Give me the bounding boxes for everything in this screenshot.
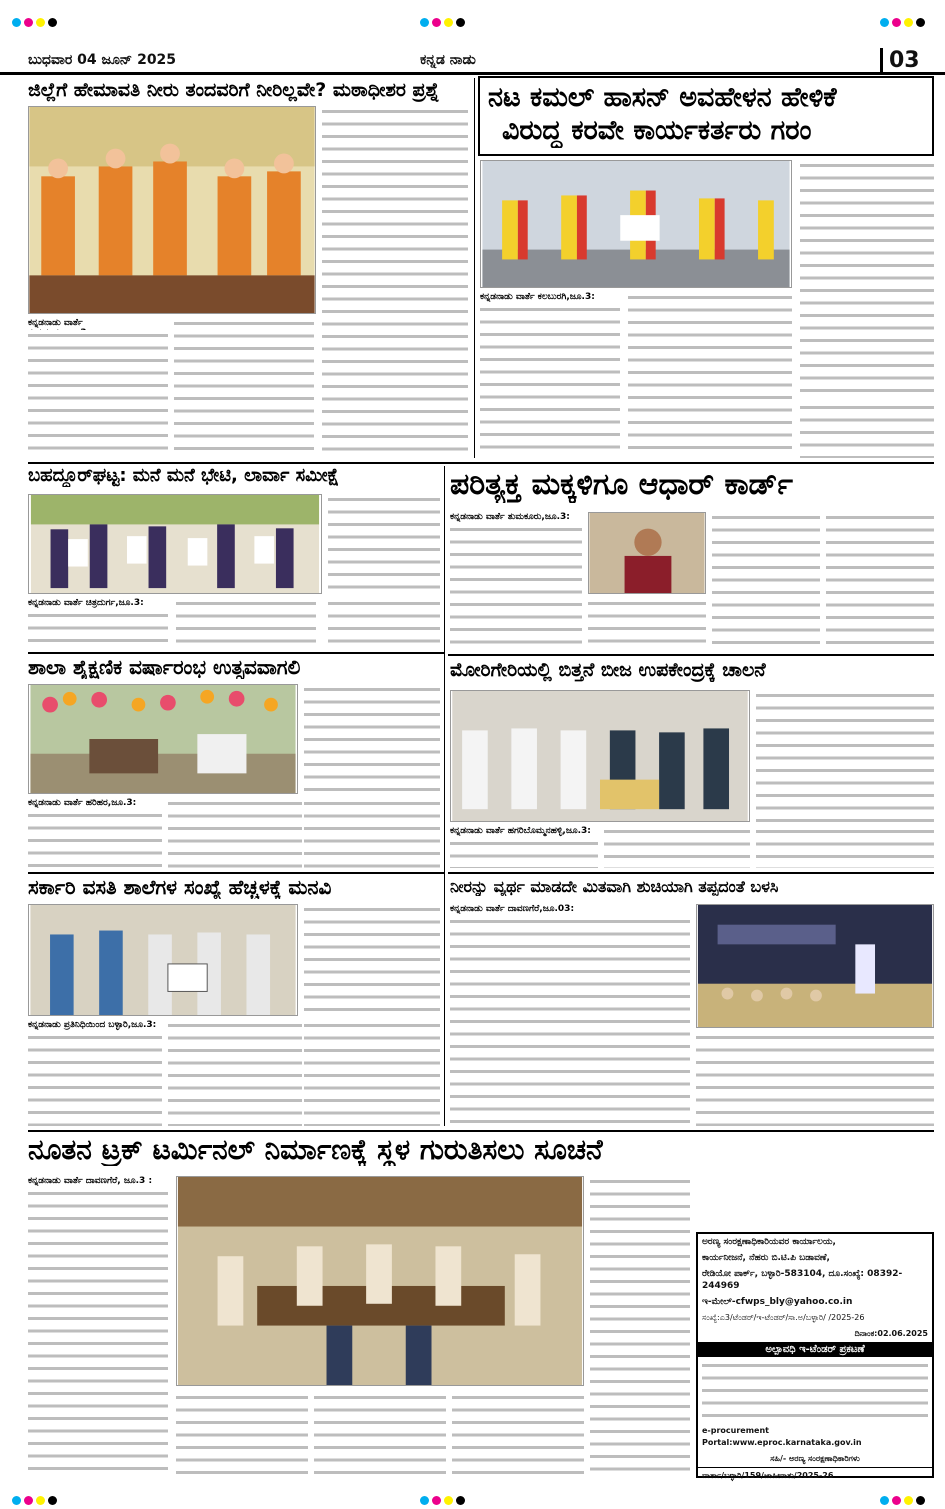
article-7-body-col-3 [304,904,440,1016]
tender-body [702,1360,928,1420]
article-1-body-col-2 [174,318,314,456]
tender-banner: ಅಲ್ಪಾವಧಿ ಇ-ಟೆಂಡರ್ ಪ್ರಕಟಣೆ [698,1342,932,1357]
article-2-headline-line-2: ವಿರುದ್ಧ ಕರವೇ ಕಾರ್ಯಕರ್ತರು ಗರಂ [502,115,812,147]
article-3-headline: ಬಹದ್ದೂರ್‌ಘಟ್ಟ: ಮನೆ ಮನೆ ಭೇಟಿ, ಲಾರ್ವಾ ಸಮೀಕ್ಷೆ [28,466,340,486]
article-2-body-col-1 [480,304,620,458]
article-7-body-col-4 [304,1020,440,1126]
tender-portal[interactable]: e-procurement Portal:www.eproc.karnataka.gov.in [702,1426,862,1447]
article-1-body-col-1 [28,330,168,456]
issue-date: ಬುಧವಾರ 04 ಜೂನ್ 2025 [28,52,177,68]
article-4-headline: ಪರಿತ್ಯಕ್ತ ಮಕ್ಕಳಿಗೂ ಆಧಾರ್ ಕಾರ್ಡ್ [450,468,793,502]
article-6-body-col-2 [604,826,750,868]
article-1-photo [28,106,316,314]
article-9-body-col-2 [176,1392,308,1478]
article-7-headline: ಸರ್ಕಾರಿ ವಸತಿ ಶಾಲೆಗಳ ಸಂಖ್ಯೆ ಹೆಚ್ಚಳಕ್ಕೆ ಮನವಿ [28,876,332,899]
article-4-photo [588,512,706,594]
article-9-photo [176,1176,584,1386]
article-8-body-col-1 [450,916,690,1126]
article-5-byline: ಕನ್ನಡನಾಡು ವಾರ್ತೆ ಹರಿಹರ,ಜೂ.3: [28,798,137,808]
article-6-headline: ಮೋರಿಗೇರಿಯಲ್ಲಿ ಬಿತ್ತನೆ ಬೀಜ ಉಪಕೇಂದ್ರಕ್ಕೆ ಚಾಲನೆ [450,660,766,681]
article-2-photo [480,160,792,288]
tender-email: ಇ-ಮೇಲ್-cfwps_bly@yahoo.co.in [702,1297,853,1307]
article-7-byline: ಕನ್ನಡನಾಡು ಪ್ರತಿನಿಧಿಯಿಂದ ಬಳ್ಳಾರಿ,ಜೂ.3: [28,1020,157,1030]
article-9-body-col-3a [314,1392,446,1478]
article-2-byline: ಕನ್ನಡನಾಡು ವಾರ್ತೆ ಕಲಬುರಗಿ,ಜೂ.3: [480,292,595,302]
tender-contact: ರೇಡಿಯೋ ಪಾರ್ಕ್, ಬಳ್ಳಾರಿ-583104, ದೂ.ಸಂಖ್ಯೆ: 08392-244969 [702,1269,903,1291]
article-4-body-col-3 [712,512,820,648]
section-rule [28,652,444,654]
section-rule [28,462,934,464]
column-divider [474,78,475,458]
article-6-photo [450,690,750,822]
article-9-headline: ನೂತನ ಟ್ರಕ್ ಟರ್ಮಿನಲ್ ನಿರ್ಮಾಣಕ್ಕೆ ಸ್ಥಳ ಗುರುತಿಸಲು ಸೂಚನೆ [28,1134,603,1166]
article-6-body-col-3 [756,690,934,822]
article-4-body-col-4 [826,512,934,648]
article-3-body-col-2 [176,598,316,648]
article-2-body-col-2 [628,292,792,458]
tender-signature: ಸಹಿ/- ಅರಣ್ಯ ಸಂರಕ್ಷಣಾಧಿಕಾರಿಗಳು [770,1454,860,1463]
article-3-photo [28,494,322,594]
article-6-byline: ಕನ್ನಡನಾಡು ವಾರ್ತೆ ಹಗರಿಬೊಮ್ಮನಹಳ್ಳಿ,ಜೂ.3: [450,826,591,836]
article-9-body-col-1 [28,1188,168,1478]
article-3-body-col-4 [328,598,440,648]
registration-dots-top-center [420,12,468,31]
article-1-headline: ಜಿಲ್ಲೆಗೆ ಹೇಮಾವತಿ ನೀರು ತಂದವರಿಗೆ ನೀರಿಲ್ಲವೇ? ಮಠಾಧೀಶರ ಪ್ರಶ್ನೆ [28,80,440,101]
registration-dots-bottom-right [880,1490,928,1509]
article-1-byline: ಕನ್ನಡನಾಡು ವಾರ್ತೆ [28,318,83,328]
newspaper-name: ಕನ್ನಡ ನಾಡು [420,52,476,68]
article-4-byline: ಕನ್ನಡನಾಡು ವಾರ್ತೆ ತುಮಕೂರು,ಜೂ.3: [450,512,570,522]
article-8-body-col-2 [696,1032,934,1126]
article-8-photo [696,904,934,1028]
article-5-body-col-4 [304,798,440,868]
article-6-body-col-1 [450,838,598,868]
article-2-headline-box [478,76,934,156]
registration-dots-bottom-center [420,1490,468,1509]
article-7-photo [28,904,298,1016]
tender-reference: ಸಂಖ್ಯೆ:ಎ3/ಟೆಂಡರ್/ಇ-ಟೆಂಡರ್/ಸಾ.ಅ/ಬಳ್ಳಾರಿ/ /2025-26 [702,1313,865,1322]
tender-address: ಕಾರ್ಯನೀಜನೆ, ನೆಹರು ಬಿ.ಟಿ.ಪಿ ಬಡಾವಣೆ, [702,1253,830,1263]
article-5-body-col-3 [304,684,440,794]
article-4-body-col-1 [450,524,582,648]
tender-notice [696,1232,934,1478]
article-5-body-col-2 [168,798,302,868]
article-4-body-col-2 [588,598,706,648]
section-rule [448,872,934,874]
registration-dots-bottom-left [12,1490,60,1509]
article-3-byline: ಕನ್ನಡನಾಡು ವಾರ್ತೆ ಚಿತ್ರದುರ್ಗ,ಜೂ.3: [28,598,144,608]
article-2-body-col-3 [800,160,934,398]
section-rule [28,872,444,874]
registration-dots-top-right [880,12,928,31]
page-number: 03 [880,48,920,73]
article-9-byline: ಕನ್ನಡನಾಡು ವಾರ್ತೆ ದಾವಣಗೆರೆ, ಜೂ.3 : [28,1176,153,1186]
article-5-body-col-1 [28,810,162,868]
section-rule [448,654,934,656]
tender-office: ಅರಣ್ಯ ಸಂರಕ್ಷಣಾಧಿಕಾರಿಯವರ ಕಾರ್ಯಾಲಯ, [702,1237,836,1247]
article-3-body-col-1 [28,610,168,648]
article-1-body-col-3 [322,106,468,456]
article-7-body-col-2 [168,1020,302,1126]
article-8-headline: ನೀರನ್ನು ವ್ಯರ್ಥ ಮಾಡದೇ ಮಿತವಾಗಿ ಶುಚಿಯಾಗಿ ತಪ್ಪದಂತೆ ಬಳಸಿ [450,878,779,896]
article-6-body-col-4 [756,826,934,868]
article-7-body-col-1 [28,1032,162,1126]
article-3-body-col-3 [328,494,440,594]
article-5-photo [28,684,298,794]
column-divider-mid [444,466,445,1126]
article-5-headline: ಶಾಲಾ ಶೈಕ್ಷಣಿಕ ವರ್ಷಾರಂಭ ಉತ್ಸವವಾಗಲಿ [28,656,301,679]
registration-dots-top-left [12,12,60,31]
section-rule [28,1130,934,1132]
tender-date: ದಿನಾಂಕ:02.06.2025 [854,1329,928,1338]
article-2-body-col-4 [800,402,934,458]
tender-footer-ref: ವಾರ್ತಾ/ಬಳ್ಳಾರಿ/159/ಜಾಹೀರಾತು/2025-26 [698,1467,932,1484]
article-8-byline: ಕನ್ನಡನಾಡು ವಾರ್ತೆ ದಾವಣಗೆರೆ,ಜೂ.03: [450,904,575,914]
article-2-headline-line-1: ನಟ ಕಮಲ್ ಹಾಸನ್ ಅವಹೇಳನ ಹೇಳಿಕೆ [488,82,837,113]
article-9-body-col-3b [452,1392,584,1478]
article-9-body-col-4 [590,1176,690,1478]
